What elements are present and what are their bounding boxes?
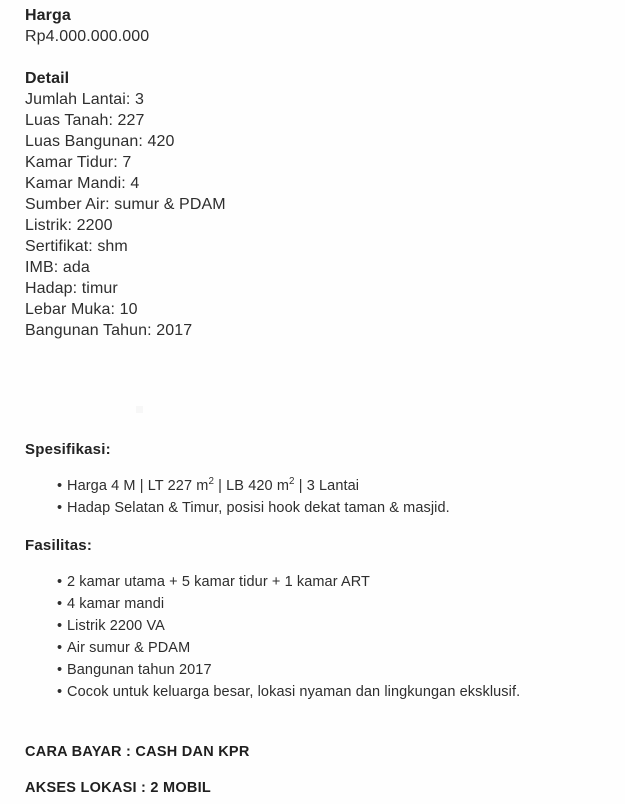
- bullet-icon: •: [57, 662, 63, 678]
- bullet-icon: •: [57, 640, 63, 656]
- spesifikasi-item-1: Harga 4 M | LT 227 $m^2$ | LB 420 $m^2$ | 3 Lantai: [67, 476, 360, 494]
- spesifikasi-item-2: Hadap Selatan & Timur, posisi hook dekat taman & masjid.: [67, 500, 450, 516]
- detail-row-listrik: Listrik: 2200: [25, 217, 113, 234]
- closing-section: [0, 742, 625, 798]
- spesifikasi-heading: Spesifikasi:: [25, 441, 111, 458]
- bullet-icon: •: [57, 596, 63, 612]
- fasilitas-item-1: 2 kamar utama + 5 kamar tidur + 1 kamar ART: [67, 574, 371, 590]
- detail-row-lebar-muka: Lebar Muka: 10: [25, 301, 138, 318]
- list-item: [0, 475, 625, 497]
- cara-bayar-line: CARA BAYAR : CASH DAN KPR: [25, 744, 250, 760]
- price-heading: Harga: [25, 7, 71, 24]
- fasilitas-list: [0, 571, 625, 703]
- fasilitas-item-5: Bangunan tahun 2017: [67, 662, 212, 678]
- detail-row-hadap: Hadap: timur: [25, 280, 118, 297]
- spesifikasi-section: [0, 440, 625, 519]
- spacer: [0, 556, 625, 571]
- detail-row-luas-tanah: Luas Tanah: 227: [25, 112, 145, 129]
- bullet-icon: •: [57, 574, 63, 590]
- fasilitas-heading: Fasilitas:: [25, 537, 93, 554]
- fasilitas-section: [0, 536, 625, 703]
- list-item: [0, 571, 625, 593]
- list-item: [0, 681, 625, 703]
- superscript-2: 2: [208, 476, 215, 488]
- superscript-2: 2: [289, 476, 295, 488]
- list-item: [0, 593, 625, 615]
- detail-row-imb: IMB: ada: [25, 259, 90, 276]
- list-item: [0, 637, 625, 659]
- bullet-icon: •: [57, 684, 63, 700]
- list-item: [0, 497, 625, 519]
- list-item: [0, 615, 625, 637]
- fasilitas-item-3: Listrik 2200 VA: [67, 618, 165, 634]
- spacer: [0, 460, 625, 475]
- detail-row-kamar-mandi: Kamar Mandi: 4: [25, 175, 140, 192]
- detail-row-kamar-tidur: Kamar Tidur: 7: [25, 154, 132, 171]
- detail-row-bangunan-tahun: Bangunan Tahun: 2017: [25, 322, 193, 339]
- detail-row-luas-bangunan: Luas Bangunan: 420: [25, 133, 175, 150]
- price-value: Rp4.000.000.000: [25, 28, 150, 45]
- detail-section: [0, 68, 625, 341]
- bullet-icon: •: [57, 478, 63, 494]
- detail-row-sumber-air: Sumber Air: sumur & PDAM: [25, 196, 226, 213]
- bullet-icon: •: [57, 500, 63, 516]
- detail-heading: Detail: [25, 70, 70, 87]
- bullet-icon: •: [57, 618, 63, 634]
- spacer: [0, 762, 625, 778]
- detail-row-sertifikat: Sertifikat: shm: [25, 238, 128, 255]
- image-artifact-square: [136, 406, 143, 413]
- price-section: [0, 5, 625, 47]
- list-item: [0, 659, 625, 681]
- akses-lokasi-line: AKSES LOKASI : 2 MOBIL: [25, 780, 211, 796]
- fasilitas-item-6: Cocok untuk keluarga besar, lokasi nyaman dan lingkungan eksklusif.: [67, 684, 521, 700]
- fasilitas-item-2: 4 kamar mandi: [67, 596, 165, 612]
- spesifikasi-list: [0, 475, 625, 519]
- fasilitas-item-4: Air sumur & PDAM: [67, 640, 191, 656]
- detail-row-jumlah-lantai: Jumlah Lantai: 3: [25, 91, 145, 108]
